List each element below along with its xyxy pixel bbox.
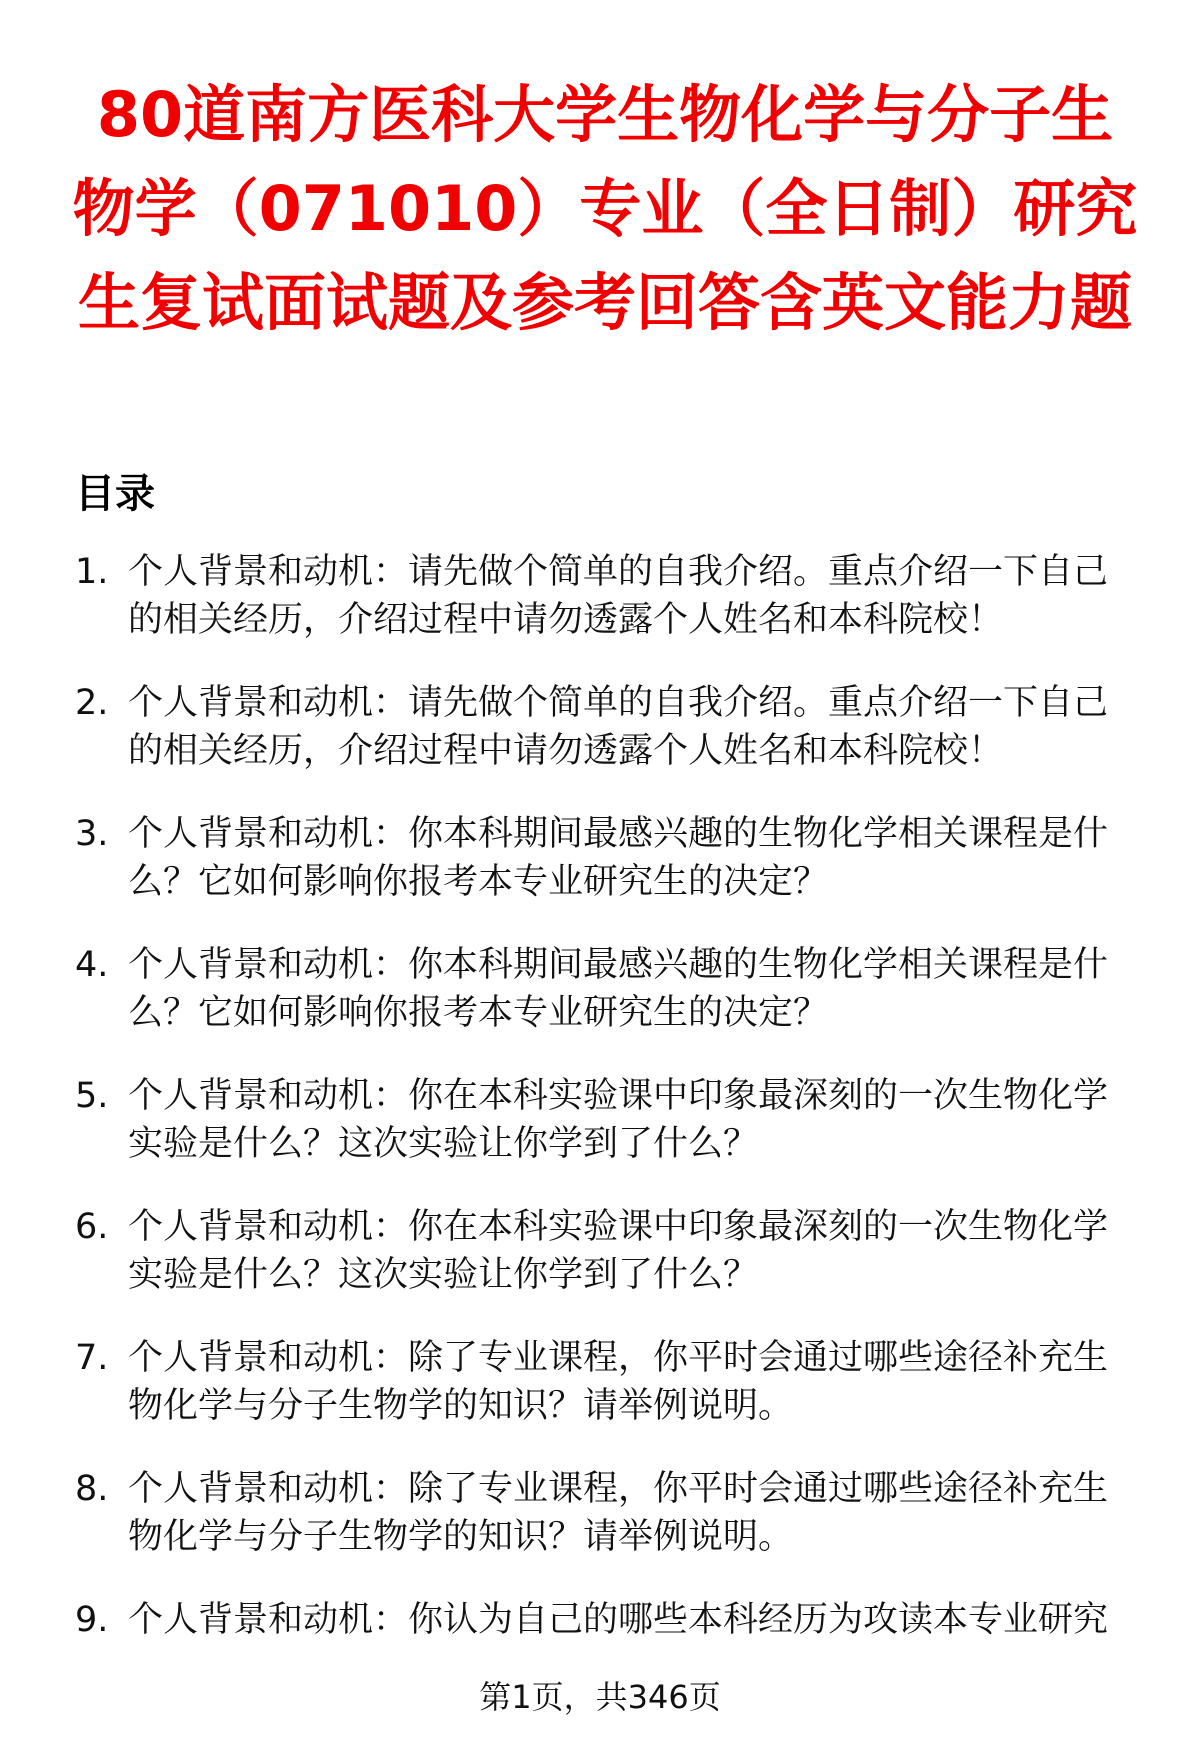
item-number: 5. [75,1076,109,1116]
item-number: 4. [75,945,109,985]
toc-item[interactable] [75,1072,1140,1168]
toc-item[interactable] [75,941,1140,1037]
toc-item[interactable] [75,1203,1140,1299]
item-text: 个人背景和动机：你认为自己的哪些本科经历为攻读本专业研究 [128,1600,1109,1640]
toc-item[interactable] [75,548,1140,644]
item-text: 个人背景和动机：你在本科实验课中印象最深刻的一次生物化学实验是什么？这次实验让你学到了什么？ [128,1076,1109,1164]
toc-item[interactable] [75,679,1140,775]
item-text: 个人背景和动机：请先做个简单的自我介绍。重点介绍一下自己的相关经历，介绍过程中请勿透露个人姓名和本科院校！ [128,683,1109,771]
item-number: 9. [75,1600,109,1640]
item-text: 个人背景和动机：你本科期间最感兴趣的生物化学相关课程是什么？它如何影响你报考本专业研究生的决定？ [128,945,1109,1033]
document-title: 80道南方医科大学生物化学与分子生物学（071010）专业（全日制）研究生复试面试题及参考回答含英文能力题 [72,78,1138,339]
toc-heading: 目录 [75,471,155,517]
item-text: 个人背景和动机：请先做个简单的自我介绍。重点介绍一下自己的相关经历，介绍过程中请勿透露个人姓名和本科院校！ [128,552,1109,640]
item-number: 2. [75,683,109,723]
page-indicator: 第1页，共346页 [479,1678,721,1716]
item-text: 个人背景和动机：除了专业课程，你平时会通过哪些途径补充生物化学与分子生物学的知识？请举例说明。 [128,1469,1109,1557]
item-text: 个人背景和动机：你在本科实验课中印象最深刻的一次生物化学实验是什么？这次实验让你学到了什么？ [128,1207,1109,1295]
item-number: 3. [75,814,109,854]
toc-item[interactable] [75,810,1140,906]
item-number: 8. [75,1469,109,1509]
item-text: 个人背景和动机：除了专业课程，你平时会通过哪些途径补充生物化学与分子生物学的知识？请举例说明。 [128,1338,1109,1426]
item-number: 1. [75,552,109,592]
toc-item[interactable] [75,1465,1140,1561]
item-text: 个人背景和动机：你本科期间最感兴趣的生物化学相关课程是什么？它如何影响你报考本专业研究生的决定？ [128,814,1109,902]
item-number: 7. [75,1338,109,1378]
toc-item[interactable] [75,1334,1140,1430]
item-number: 6. [75,1207,109,1247]
toc-item[interactable] [75,1596,1140,1644]
